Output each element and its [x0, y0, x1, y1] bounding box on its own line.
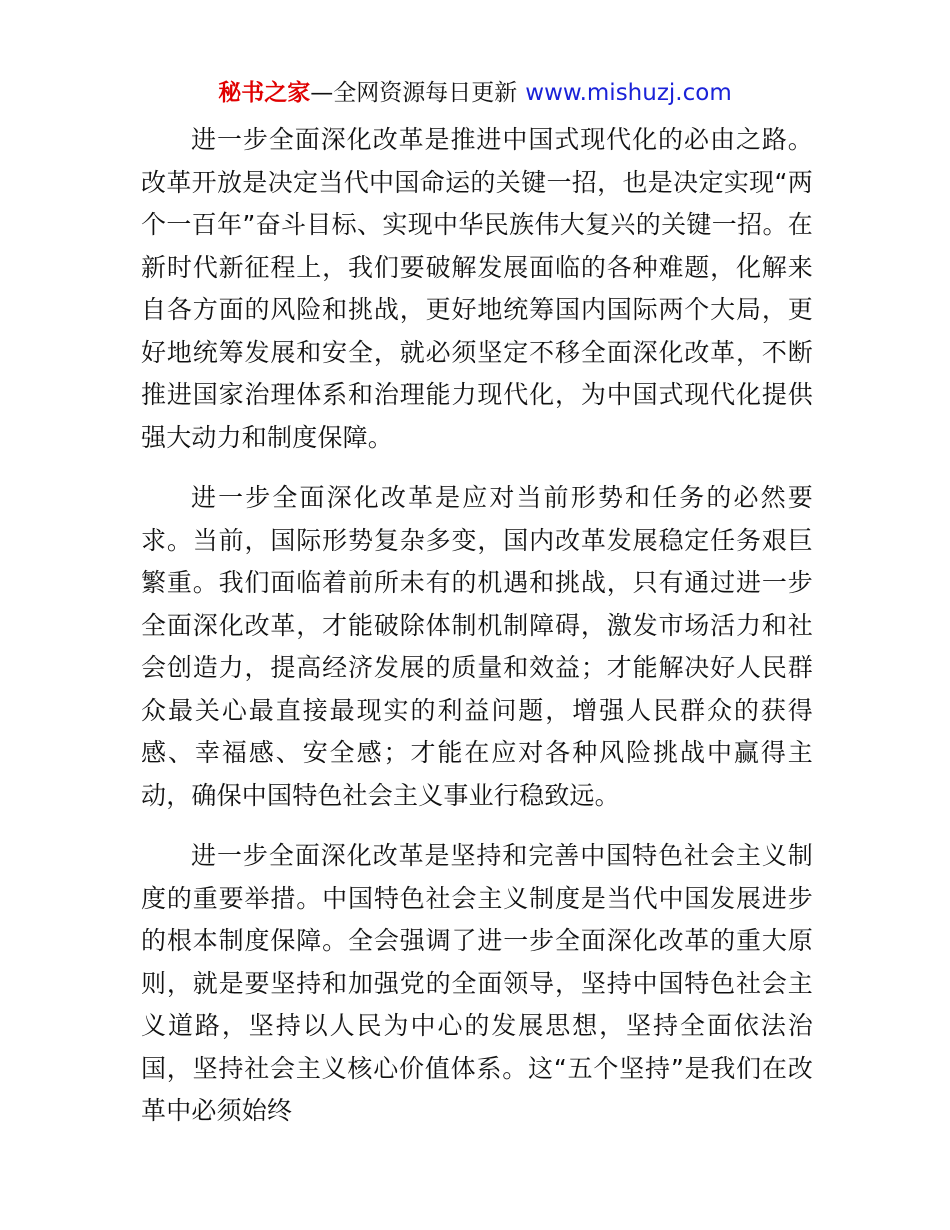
- paragraph-2: 进一步全面深化改革是应对当前形势和任务的必然要求。当前，国际形势复杂多变，国内改革发展稳定任务艰巨繁重。我们面临着前所未有的机遇和挑战，只有通过进一步全面深化改革，才能破除体制机制障碍，激发市场活力和社会创造力，提高经济发展的质量和效益；才能解决好人民群众最关心最直接最现实的利益问题，增强人民群众的获得感、幸福感、安全感；才能在应对各种风险挑战中赢得主动，确保中国特色社会主义事业行稳致远。: [141, 483, 813, 810]
- article-body: [141, 119, 813, 1151]
- site-tagline: —全网资源每日更新: [310, 80, 518, 106]
- site-url-link[interactable]: www.mishuzj.com: [525, 80, 732, 106]
- paragraph-3: 进一步全面深化改革是坚持和完善中国特色社会主义制度的重要举措。中国特色社会主义制度是当代中国发展进步的根本制度保障。全会强调了进一步全面深化改革的重大原则，就是要坚持和加强党的全面领导，坚持中国特色社会主义道路，坚持以人民为中心的发展思想，坚持全面依法治国，坚持社会主义核心价值体系。这“五个坚持”是我们在改革中必须始终: [141, 841, 813, 1125]
- site-header: [0, 78, 950, 108]
- site-name: 秘书之家: [218, 80, 311, 106]
- paragraph-1: 进一步全面深化改革是推进中国式现代化的必由之路。改革开放是决定当代中国命运的关键一招，也是决定实现“两个一百年”奋斗目标、实现中华民族伟大复兴的关键一招。在新时代新征程上，我们要破解发展面临的各种难题，化解来自各方面的风险和挑战，更好地统筹国内国际两个大局，更好地统筹发展和安全，就必须坚定不移全面深化改革，不断推进国家治理体系和治理能力现代化，为中国式现代化提供强大动力和制度保障。: [141, 125, 813, 452]
